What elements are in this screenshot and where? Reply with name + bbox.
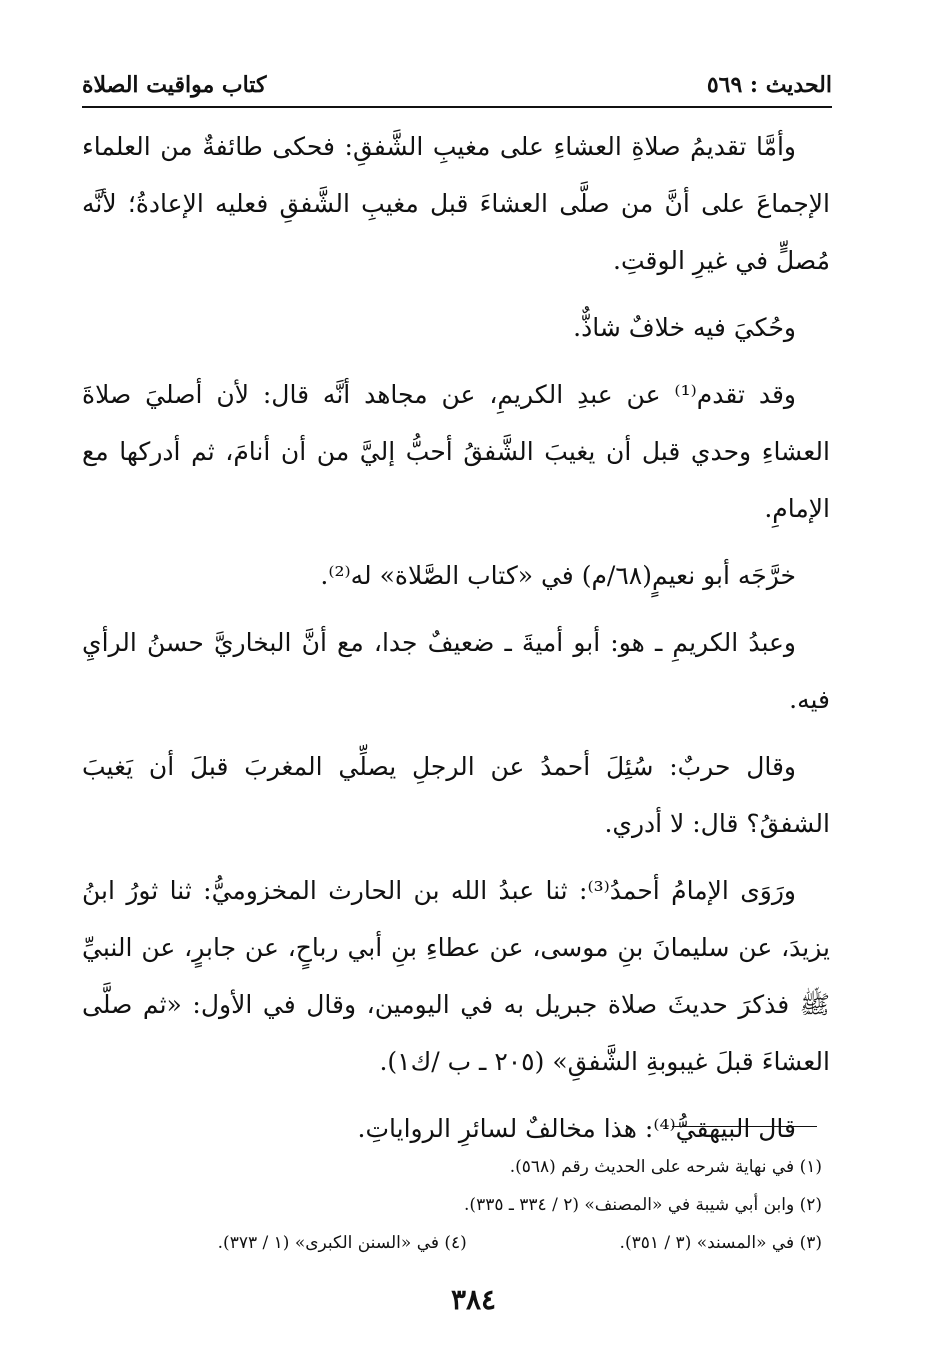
chapter-title: كتاب مواقيت الصلاة: [82, 72, 267, 98]
header-divider: [82, 106, 832, 108]
paragraph-6: وقال حربٌ: سُئِلَ أحمدُ عن الرجلِ يصلِّي المغربَ قبلَ أن يَغيبَ الشفقُ؟ قال: لا أدري.: [82, 752, 830, 838]
footnote-4: (٤) في «السنن الكبرى» (١ / ٣٧٣).: [217, 1233, 467, 1253]
page-header: [82, 68, 832, 102]
footnotes: [82, 1148, 822, 1262]
paragraph-5: وعبدُ الكريمِ ـ هو: أبو أميةَ ـ ضعيفٌ جدا، مع أنَّ البخاريَّ حسنُ الرأيِ فيه.: [82, 628, 830, 714]
footnote-3: (٣) في «المسند» (٣ / ٣٥١).: [619, 1233, 822, 1253]
paragraph-4: خرَّجَه أبو نعيمٍ(٦٨/م) في «كتاب الصَّلاة» له⁽²⁾.: [320, 561, 796, 590]
main-text: [82, 118, 830, 1167]
page-number: ٣٨٤: [450, 1283, 497, 1316]
paragraph-1: وأمَّا تقديمُ صلاةِ العشاءِ على مغيبِ الشَّفقِ: فحكى طائفةٌ من العلماء الإجماعَ على أنَّ من صلَّى العشاءَ قبل مغيبِ الشَّفقِ فعليه الإعادةُ؛ لأنَّه مُصلٍّ في غيرِ الوقتِ.: [82, 132, 830, 275]
paragraph-8: قال البيهقيُّ⁽⁴⁾: هذا مخالفٌ لسائرِ الرواياتِ.: [357, 1114, 796, 1143]
footnote-2: (٢) وابن أبي شيبة في «المصنف» (٢ / ٣٣٤ ـ ٣٣٥).: [464, 1195, 822, 1215]
paragraph-7: ورَوَى الإمامُ أحمدُ⁽³⁾: ثنا عبدُ الله بن الحارث المخزوميُّ: ثنا ثورُ ابنُ يزيدَ، عن سليمانَ بنِ موسى، عن عطاءِ بنِ أبي رباحٍ، عن جابرٍ، عن النبيِّ ﷺ فذكرَ حديثَ صلاة جبريل به في اليومين، وقال في الأول: «ثم صلَّى العشاءَ قبلَ غيبوبةِ الشَّفقِ» (٢٠٥ ـ ب /ك١).: [82, 876, 830, 1076]
footnote-1: (١) في نهاية شرحه على الحديث رقم (٥٦٨).: [509, 1157, 822, 1177]
paragraph-2: وحُكيَ فيه خلافٌ شاذٌّ.: [573, 313, 796, 342]
paragraph-3: وقد تقدم⁽¹⁾ عن عبدِ الكريمِ، عن مجاهد أنَّه قال: لأن أصليَ صلاةَ العشاءِ وحدي قبل أن يغيبَ الشَّفقُ أحبُّ إليَّ من أن أنامَ، ثم أدركها مع الإمامِ.: [82, 380, 830, 523]
footnote-row-3-4: [82, 1224, 822, 1262]
hadith-number-title: الحديث : ٥٦٩: [706, 72, 832, 98]
footnote-divider: [672, 1126, 817, 1127]
